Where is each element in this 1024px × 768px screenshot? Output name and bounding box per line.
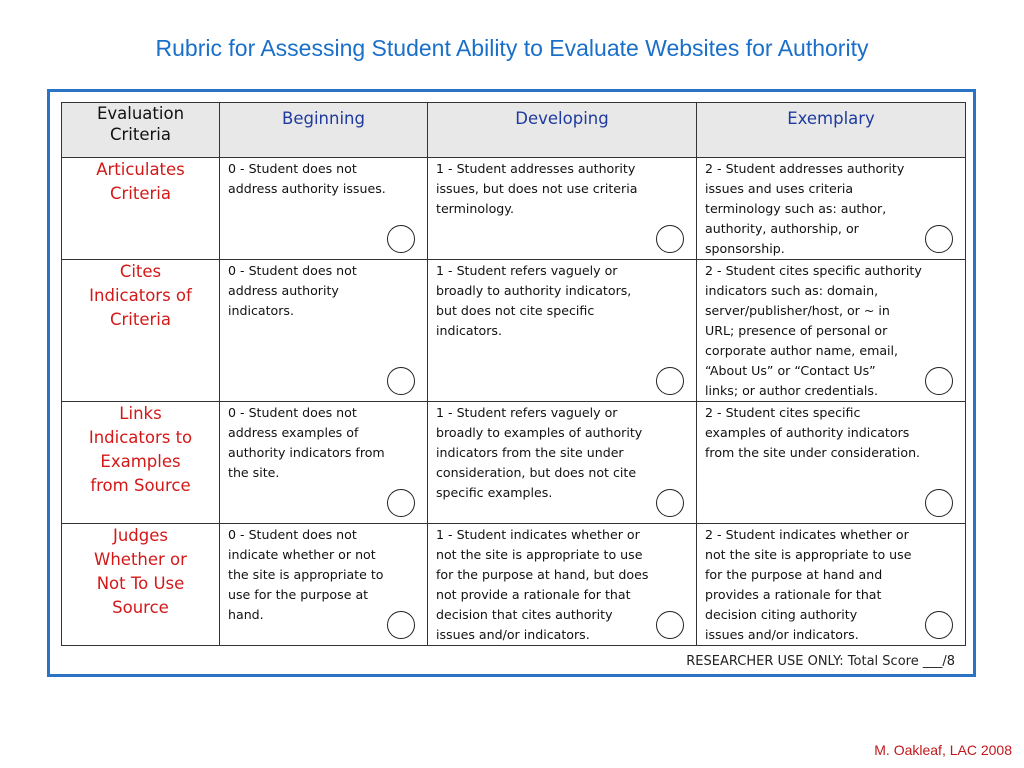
- cell-text: 0 - Student does not address authority indicators.: [228, 263, 357, 318]
- score-circle[interactable]: [656, 489, 684, 517]
- cell-beginning: [220, 158, 428, 260]
- cell-text: 2 - Student indicates whether or not the site is appropriate to use for the purpose at hand and provides a rationale for that decision citing authority issues and/or indicators.: [705, 527, 912, 642]
- cell-developing: [428, 524, 697, 646]
- criterion-judges-source: Judges Whether or Not To Use Source: [62, 524, 220, 646]
- cell-exemplary: [697, 524, 966, 646]
- header-exemplary: Exemplary: [697, 103, 966, 158]
- cell-beginning: [220, 524, 428, 646]
- rubric-table: [61, 102, 966, 646]
- table-row: [62, 524, 966, 646]
- cell-text: 2 - Student cites specific authority indicators such as: domain, server/publisher/host, or ~ in URL; presence of personal or corporate author name, email, “About Us” or “Contact Us” links; or author credentials.: [705, 263, 922, 398]
- header-row: [62, 103, 966, 158]
- cell-text: 1 - Student refers vaguely or broadly to authority indicators, but does not cite specific indicators.: [436, 263, 632, 338]
- table-row: [62, 402, 966, 524]
- cell-text: 0 - Student does not address examples of authority indicators from the site.: [228, 405, 385, 480]
- cell-beginning: [220, 260, 428, 402]
- score-circle[interactable]: [387, 367, 415, 395]
- cell-text: 1 - Student indicates whether or not the site is appropriate to use for the purpose at hand, but does not provide a rationale for that decision that cites authority issues and/or indicators.: [436, 527, 649, 642]
- cell-beginning: [220, 402, 428, 524]
- score-circle[interactable]: [656, 225, 684, 253]
- table-row: [62, 260, 966, 402]
- cell-text: 1 - Student refers vaguely or broadly to examples of authority indicators from the site under consideration, but does not cite specific examples.: [436, 405, 643, 500]
- rubric-frame: [47, 89, 976, 677]
- score-circle[interactable]: [387, 489, 415, 517]
- author-credit: M. Oakleaf, LAC 2008: [874, 742, 1012, 758]
- cell-exemplary: [697, 260, 966, 402]
- header-developing: Developing: [428, 103, 697, 158]
- researcher-score-line: RESEARCHER USE ONLY: Total Score ___/8: [686, 654, 955, 669]
- criterion-links-indicators: Links Indicators to Examples from Source: [62, 402, 220, 524]
- cell-text: 2 - Student addresses authority issues and uses criteria terminology such as: author, authority, authorship, or sponsorship.: [705, 161, 905, 256]
- criterion-articulates-criteria: Articulates Criteria: [62, 158, 220, 260]
- cell-developing: [428, 260, 697, 402]
- cell-exemplary: [697, 402, 966, 524]
- header-evaluation-criteria: Evaluation Criteria: [62, 103, 220, 158]
- criterion-cites-indicators: Cites Indicators of Criteria: [62, 260, 220, 402]
- score-circle[interactable]: [656, 367, 684, 395]
- cell-text: 0 - Student does not indicate whether or not the site is appropriate to use for the purpose at hand.: [228, 527, 384, 622]
- score-circle[interactable]: [925, 225, 953, 253]
- slide-title: Rubric for Assessing Student Ability to Evaluate Websites for Authority: [155, 35, 869, 61]
- cell-text: 0 - Student does not address authority issues.: [228, 161, 386, 196]
- score-circle[interactable]: [387, 225, 415, 253]
- table-row: [62, 158, 966, 260]
- cell-developing: [428, 158, 697, 260]
- cell-developing: [428, 402, 697, 524]
- cell-text: 2 - Student cites specific examples of authority indicators from the site under consideration.: [705, 405, 921, 460]
- score-circle[interactable]: [925, 611, 953, 639]
- cell-exemplary: [697, 158, 966, 260]
- header-beginning: Beginning: [220, 103, 428, 158]
- score-circle[interactable]: [925, 489, 953, 517]
- score-circle[interactable]: [387, 611, 415, 639]
- score-circle[interactable]: [925, 367, 953, 395]
- cell-text: 1 - Student addresses authority issues, but does not use criteria terminology.: [436, 161, 638, 216]
- score-circle[interactable]: [656, 611, 684, 639]
